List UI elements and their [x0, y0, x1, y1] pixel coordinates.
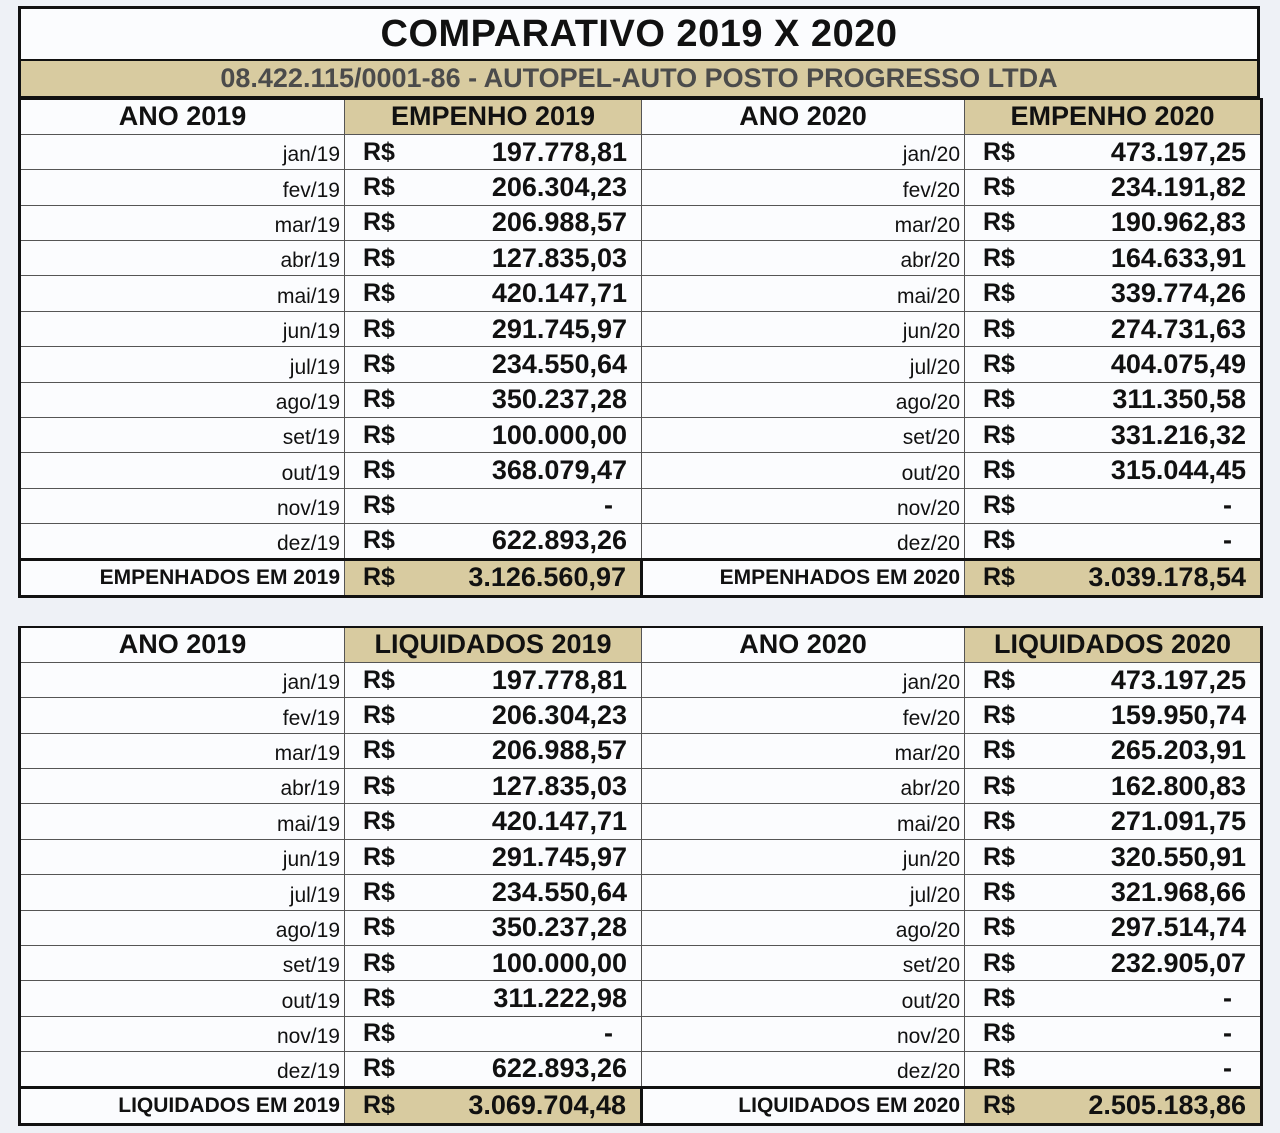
amount-2019: 127.835,03: [435, 769, 642, 804]
table-row: [20, 311, 1262, 346]
currency-symbol: R$: [345, 170, 435, 205]
month-label-2019: fev/19: [20, 698, 345, 733]
currency-symbol: R$: [345, 946, 435, 981]
currency-symbol: R$: [345, 733, 435, 768]
amount-2020: -: [1055, 1016, 1262, 1051]
table-row: [20, 662, 1262, 697]
amount-2020: 159.950,74: [1055, 698, 1262, 733]
amount-2019: 206.304,23: [435, 170, 642, 205]
table-row: [20, 1052, 1262, 1087]
table-row: [20, 170, 1262, 205]
month-label-2019: abr/19: [20, 769, 345, 804]
table-row: [20, 241, 1262, 276]
header-value-2019: LIQUIDADOS 2019: [345, 627, 642, 662]
amount-2019: 127.835,03: [435, 241, 642, 276]
currency-symbol: R$: [965, 170, 1055, 205]
currency-symbol: R$: [965, 382, 1055, 417]
currency-symbol: R$: [345, 347, 435, 382]
month-label-2019: mai/19: [20, 804, 345, 839]
amount-2020: -: [1055, 524, 1262, 559]
table-row: [20, 524, 1262, 559]
amount-2020: 331.216,32: [1055, 418, 1262, 453]
month-label-2019: mar/19: [20, 205, 345, 240]
page-title: COMPARATIVO 2019 X 2020: [18, 6, 1260, 60]
currency-symbol: R$: [965, 524, 1055, 559]
total-amount-2020: 2.505.183,86: [1055, 1087, 1262, 1124]
empenho-table: [18, 98, 1263, 598]
currency-symbol: R$: [965, 134, 1055, 169]
month-label-2020: jan/20: [642, 134, 965, 169]
currency-symbol: R$: [965, 453, 1055, 488]
month-label-2020: jun/20: [642, 839, 965, 874]
month-label-2019: abr/19: [20, 241, 345, 276]
table-row: [20, 981, 1262, 1016]
currency-symbol: R$: [965, 839, 1055, 874]
amount-2020: 164.633,91: [1055, 241, 1262, 276]
currency-symbol: R$: [345, 839, 435, 874]
month-label-2020: mai/20: [642, 804, 965, 839]
amount-2020: 190.962,83: [1055, 205, 1262, 240]
month-label-2019: jun/19: [20, 311, 345, 346]
month-label-2020: nov/20: [642, 488, 965, 523]
month-label-2019: jan/19: [20, 134, 345, 169]
table-row: [20, 875, 1262, 910]
amount-2019: 622.893,26: [435, 524, 642, 559]
currency-symbol: R$: [965, 488, 1055, 523]
currency-symbol: R$: [965, 733, 1055, 768]
currency-symbol: R$: [965, 1052, 1055, 1087]
table-row: [20, 698, 1262, 733]
table-row: [20, 205, 1262, 240]
amount-2020: -: [1055, 488, 1262, 523]
month-label-2020: out/20: [642, 453, 965, 488]
table-row: [20, 769, 1262, 804]
total-amount-2019: 3.126.560,97: [435, 559, 642, 596]
amount-2020: 473.197,25: [1055, 662, 1262, 697]
amount-2020: 320.550,91: [1055, 839, 1262, 874]
liquidados-table: [18, 626, 1263, 1126]
amount-2019: 291.745,97: [435, 839, 642, 874]
currency-symbol: R$: [345, 134, 435, 169]
currency-symbol: R$: [965, 981, 1055, 1016]
month-label-2020: mar/20: [642, 733, 965, 768]
month-label-2020: set/20: [642, 418, 965, 453]
amount-2020: 232.905,07: [1055, 946, 1262, 981]
currency-symbol: R$: [965, 698, 1055, 733]
total-amount-2019: 3.069.704,48: [435, 1087, 642, 1124]
month-label-2019: fev/19: [20, 170, 345, 205]
month-label-2020: dez/20: [642, 1052, 965, 1087]
month-label-2020: ago/20: [642, 910, 965, 945]
header-ano-2019: ANO 2019: [20, 99, 345, 134]
amount-2020: 234.191,82: [1055, 170, 1262, 205]
amount-2020: -: [1055, 1052, 1262, 1087]
table-row: [20, 946, 1262, 981]
currency-symbol: R$: [345, 981, 435, 1016]
currency-symbol: R$: [345, 241, 435, 276]
currency-symbol: R$: [345, 205, 435, 240]
month-label-2020: fev/20: [642, 170, 965, 205]
currency-symbol: R$: [345, 910, 435, 945]
amount-2019: -: [435, 1016, 642, 1051]
currency-symbol: R$: [965, 418, 1055, 453]
company-banner: 08.422.115/0001-86 - AUTOPEL-AUTO POSTO PROGRESSO LTDA: [18, 60, 1260, 98]
month-label-2019: jan/19: [20, 662, 345, 697]
table-row: [20, 1016, 1262, 1051]
currency-symbol: R$: [345, 418, 435, 453]
currency-symbol: R$: [345, 698, 435, 733]
month-label-2019: set/19: [20, 418, 345, 453]
month-label-2020: jun/20: [642, 311, 965, 346]
liquidados-total-row: [20, 1087, 1262, 1124]
table-row: [20, 382, 1262, 417]
currency-symbol: R$: [965, 559, 1055, 596]
amount-2020: -: [1055, 981, 1262, 1016]
amount-2019: 622.893,26: [435, 1052, 642, 1087]
currency-symbol: R$: [345, 804, 435, 839]
currency-symbol: R$: [965, 910, 1055, 945]
month-label-2020: abr/20: [642, 769, 965, 804]
currency-symbol: R$: [345, 382, 435, 417]
total-label-2020: EMPENHADOS EM 2020: [642, 559, 965, 596]
currency-symbol: R$: [345, 1087, 435, 1124]
month-label-2020: abr/20: [642, 241, 965, 276]
currency-symbol: R$: [965, 1087, 1055, 1124]
total-label-2019: LIQUIDADOS EM 2019: [20, 1087, 345, 1124]
currency-symbol: R$: [965, 1016, 1055, 1051]
liquidados-header-row: [20, 627, 1262, 662]
month-label-2019: ago/19: [20, 382, 345, 417]
amount-2020: 404.075,49: [1055, 347, 1262, 382]
amount-2019: 234.550,64: [435, 347, 642, 382]
empenho-header-row: [20, 99, 1262, 134]
total-label-2020: LIQUIDADOS EM 2020: [642, 1087, 965, 1124]
currency-symbol: R$: [965, 276, 1055, 311]
month-label-2019: out/19: [20, 453, 345, 488]
amount-2019: 291.745,97: [435, 311, 642, 346]
month-label-2019: dez/19: [20, 524, 345, 559]
table-row: [20, 839, 1262, 874]
table-row: [20, 134, 1262, 169]
month-label-2019: jul/19: [20, 875, 345, 910]
amount-2020: 265.203,91: [1055, 733, 1262, 768]
header-value-2019: EMPENHO 2019: [345, 99, 642, 134]
month-label-2019: nov/19: [20, 1016, 345, 1051]
amount-2019: 100.000,00: [435, 418, 642, 453]
currency-symbol: R$: [965, 875, 1055, 910]
amount-2019: 420.147,71: [435, 276, 642, 311]
currency-symbol: R$: [965, 205, 1055, 240]
amount-2020: 339.774,26: [1055, 276, 1262, 311]
table-row: [20, 804, 1262, 839]
currency-symbol: R$: [965, 769, 1055, 804]
currency-symbol: R$: [345, 875, 435, 910]
amount-2019: 350.237,28: [435, 910, 642, 945]
month-label-2019: jun/19: [20, 839, 345, 874]
month-label-2019: dez/19: [20, 1052, 345, 1087]
amount-2020: 311.350,58: [1055, 382, 1262, 417]
amount-2020: 162.800,83: [1055, 769, 1262, 804]
amount-2020: 321.968,66: [1055, 875, 1262, 910]
month-label-2020: jul/20: [642, 875, 965, 910]
table-row: [20, 418, 1262, 453]
currency-symbol: R$: [345, 662, 435, 697]
amount-2019: 100.000,00: [435, 946, 642, 981]
amount-2019: 206.988,57: [435, 733, 642, 768]
currency-symbol: R$: [965, 347, 1055, 382]
currency-symbol: R$: [345, 276, 435, 311]
currency-symbol: R$: [965, 804, 1055, 839]
month-label-2020: dez/20: [642, 524, 965, 559]
amount-2019: -: [435, 488, 642, 523]
table-row: [20, 276, 1262, 311]
amount-2019: 206.988,57: [435, 205, 642, 240]
currency-symbol: R$: [345, 769, 435, 804]
month-label-2020: jan/20: [642, 662, 965, 697]
header-ano-2019: ANO 2019: [20, 627, 345, 662]
month-label-2019: ago/19: [20, 910, 345, 945]
currency-symbol: R$: [345, 311, 435, 346]
header-value-2020: EMPENHO 2020: [965, 99, 1262, 134]
table-row: [20, 733, 1262, 768]
amount-2019: 206.304,23: [435, 698, 642, 733]
currency-symbol: R$: [965, 946, 1055, 981]
amount-2020: 271.091,75: [1055, 804, 1262, 839]
amount-2020: 274.731,63: [1055, 311, 1262, 346]
currency-symbol: R$: [345, 524, 435, 559]
month-label-2020: out/20: [642, 981, 965, 1016]
currency-symbol: R$: [965, 311, 1055, 346]
month-label-2019: mar/19: [20, 733, 345, 768]
amount-2019: 350.237,28: [435, 382, 642, 417]
header-value-2020: LIQUIDADOS 2020: [965, 627, 1262, 662]
currency-symbol: R$: [965, 241, 1055, 276]
amount-2019: 420.147,71: [435, 804, 642, 839]
currency-symbol: R$: [345, 488, 435, 523]
table-row: [20, 910, 1262, 945]
table-row: [20, 347, 1262, 382]
currency-symbol: R$: [345, 453, 435, 488]
table-row: [20, 453, 1262, 488]
month-label-2019: nov/19: [20, 488, 345, 523]
amount-2019: 197.778,81: [435, 134, 642, 169]
month-label-2020: nov/20: [642, 1016, 965, 1051]
amount-2020: 315.044,45: [1055, 453, 1262, 488]
currency-symbol: R$: [345, 1052, 435, 1087]
amount-2019: 234.550,64: [435, 875, 642, 910]
month-label-2020: mai/20: [642, 276, 965, 311]
month-label-2019: jul/19: [20, 347, 345, 382]
header-ano-2020: ANO 2020: [642, 627, 965, 662]
month-label-2019: mai/19: [20, 276, 345, 311]
month-label-2019: out/19: [20, 981, 345, 1016]
month-label-2020: ago/20: [642, 382, 965, 417]
header-ano-2020: ANO 2020: [642, 99, 965, 134]
month-label-2020: fev/20: [642, 698, 965, 733]
currency-symbol: R$: [965, 662, 1055, 697]
month-label-2020: set/20: [642, 946, 965, 981]
total-label-2019: EMPENHADOS EM 2019: [20, 559, 345, 596]
empenho-total-row: [20, 559, 1262, 596]
amount-2020: 473.197,25: [1055, 134, 1262, 169]
month-label-2020: jul/20: [642, 347, 965, 382]
table-row: [20, 488, 1262, 523]
amount-2020: 297.514,74: [1055, 910, 1262, 945]
currency-symbol: R$: [345, 1016, 435, 1051]
total-amount-2020: 3.039.178,54: [1055, 559, 1262, 596]
amount-2019: 311.222,98: [435, 981, 642, 1016]
month-label-2019: set/19: [20, 946, 345, 981]
currency-symbol: R$: [345, 559, 435, 596]
amount-2019: 368.079,47: [435, 453, 642, 488]
amount-2019: 197.778,81: [435, 662, 642, 697]
month-label-2020: mar/20: [642, 205, 965, 240]
